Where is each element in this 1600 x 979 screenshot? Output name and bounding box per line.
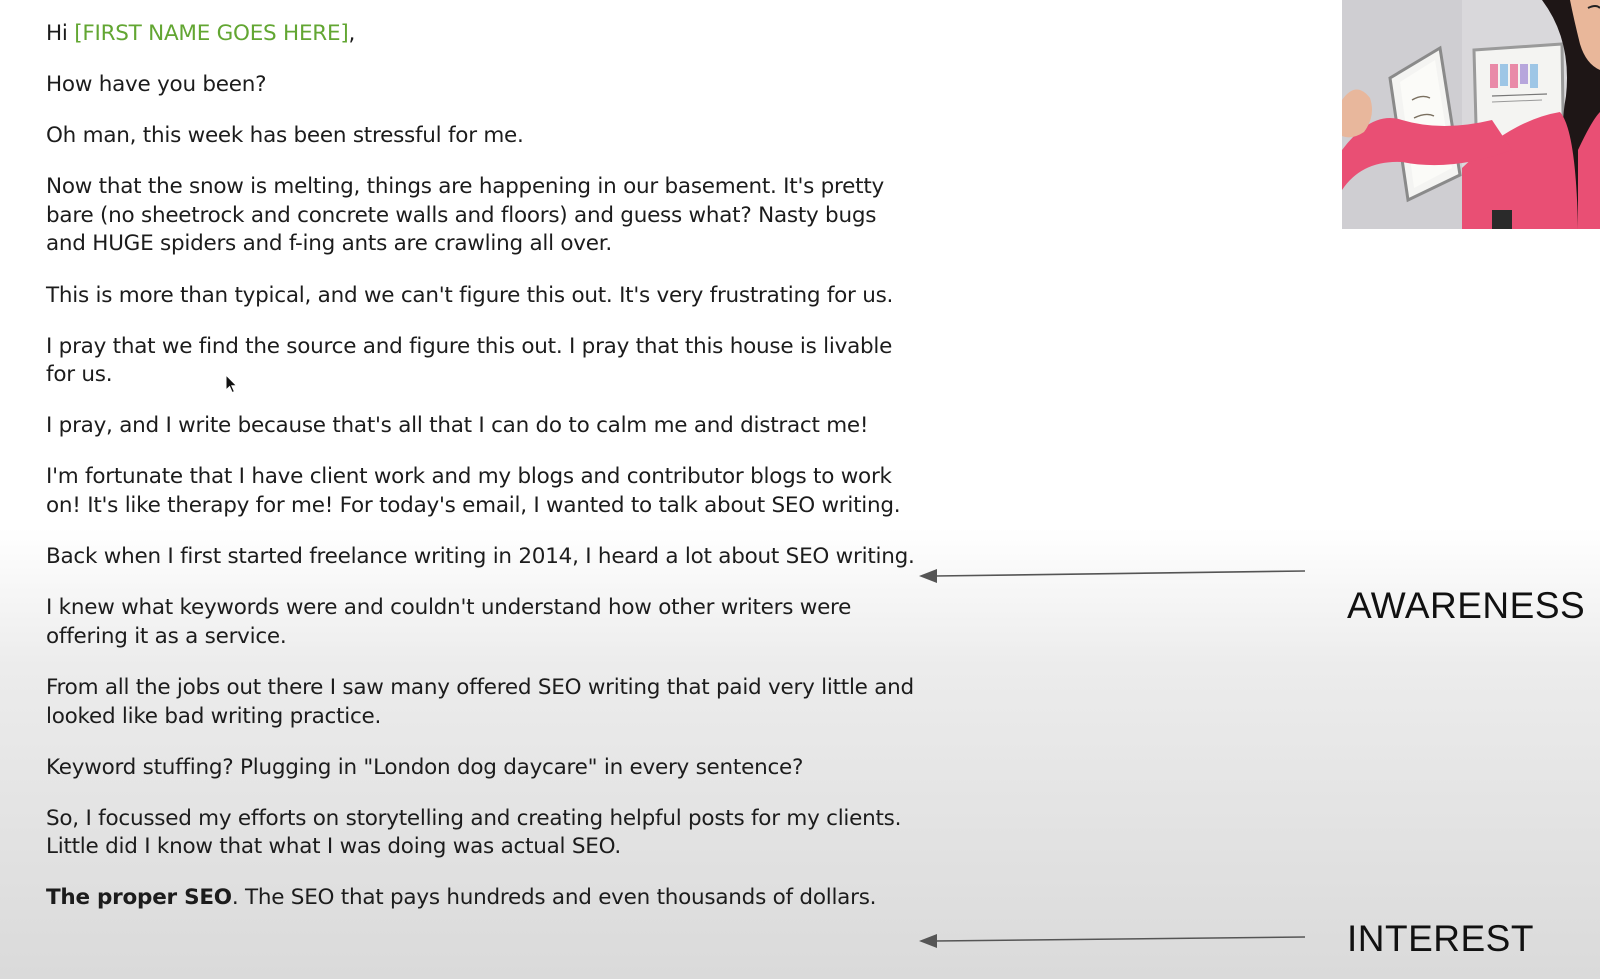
email-paragraph-4: This is more than typical, and we can't figure this out. It's very frustrating for us. bbox=[46, 282, 894, 308]
interest-label: INTEREST bbox=[1347, 918, 1534, 959]
interest-arrow bbox=[919, 934, 1305, 948]
awareness-arrow bbox=[919, 569, 1305, 583]
email-paragraph-7: I'm fortunate that I have client work and my blogs and contributor blogs to work on! It's like therapy for me! For today's email, I wanted to talk about SEO writing. bbox=[46, 464, 901, 519]
email-paragraph-2: Oh man, this week has been stressful for me. bbox=[46, 123, 524, 149]
webcam-overlay bbox=[1342, 0, 1600, 229]
proper-seo-bold: The proper SEO bbox=[46, 885, 232, 911]
awareness-label: AWARENESS bbox=[1347, 585, 1586, 626]
email-paragraph-12: So, I focussed my efforts on storytelling and creating helpful posts for my clients. Little did I know that what I was doing was actual SEO. bbox=[46, 805, 902, 860]
email-paragraph-6: I pray, and I write because that's all that I can do to calm me and distract me! bbox=[46, 413, 869, 439]
email-paragraph-11: Keyword stuffing? Plugging in "London dog daycare" in every sentence? bbox=[46, 754, 804, 780]
greeting-prefix: Hi bbox=[46, 21, 75, 46]
email-paragraph-1: How have you been? bbox=[46, 72, 267, 98]
email-paragraph-8: Back when I first started freelance writing in 2014, I heard a lot about SEO writing. bbox=[46, 544, 915, 570]
greeting-suffix: , bbox=[348, 21, 356, 46]
first-name-placeholder: [FIRST NAME GOES HERE] bbox=[74, 21, 349, 46]
proper-seo-rest: . The SEO that pays hundreds and even thousands of dollars. bbox=[231, 885, 877, 911]
email-paragraph-9: I knew what keywords were and couldn't understand how other writers were offering it as a service. bbox=[46, 595, 852, 649]
email-paragraph-10: From all the jobs out there I saw many offered SEO writing that paid very little and looked like bad writing practice. bbox=[46, 674, 914, 729]
email-paragraph-3: Now that the snow is melting, things are happening in our basement. It's pretty bare (no sheetrock and concrete walls and floors) and guess what? Nasty bugs and HUGE spiders and f-ing ants are crawling all over. bbox=[46, 174, 884, 257]
email-paragraph-5: I pray that we find the source and figure this out. I pray that this house is livable for us. bbox=[46, 333, 893, 388]
mouse-pointer-icon bbox=[225, 374, 239, 394]
webcam-video-frame bbox=[1342, 0, 1600, 229]
